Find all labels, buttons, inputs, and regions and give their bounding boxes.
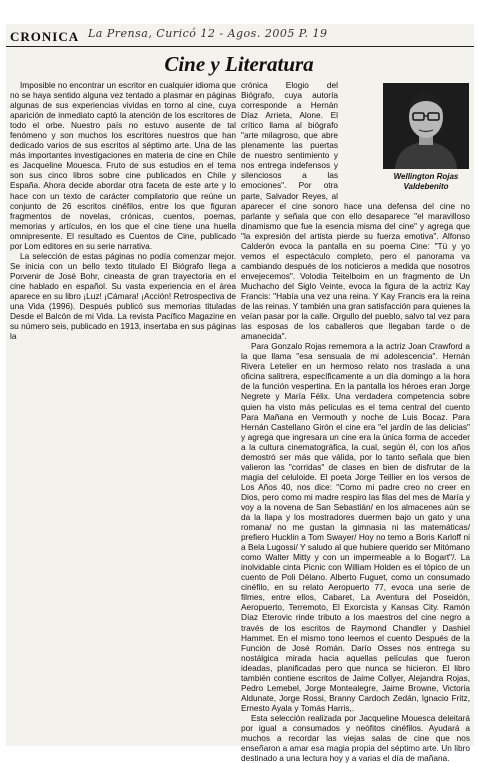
article-column-left bbox=[10, 80, 236, 341]
section-name: CRONICA bbox=[10, 29, 80, 44]
paragraph: Para Gonzalo Rojas rememora a la actriz Joan Crawford a la que llama "esa sensuala de mi adolescencia". Hernán Rivera Letelier en un hermoso relato nos traslada a una oficina salitrera, específicamente a un día domingo a la hora de la función vespertina. En la pantalla los héroes eran Jorge Negrete y María Félix. Una verdadera competencia sobre quien ha visto más películas es el tema central del cuento Para Mañana en Vermouth y noche de Luis Bocaz. Para Hernán Castellano Girón el cine era "el jardín de las delicias" y agrega que ingresara un cine era la única forma de acceder a la cultura cinematográfica, la cual, según él, con los años demostró ser más que válida, por lo tanto señala que bien valieron las "corridas" de clases en bien de disfrutar de la magia del celuloide. El poeta Jorge Teillier en los versos de Los Años 40, nos dice: "Como mi padre creo no creer en Dios, pero como mi madre respiro las filas del mes de María y voy a la novena de San Sebastián/ en los almacenes aún se da la llapa y los mostradores duermen bajo un gato y una romana/ no me gustan la gimnasia ni las matemáticas/ prefiero Hucklin a Tom Swayer/ Hoy no temo a Boris Karloff ni a Bela Lugossi/ Y saludo al que hubiere querido ser Mitómano como Walter Mitty y con un impermeable a lo Bogart"/. La inolvidable cinta Picnic con William Holden es el tópico de un cuento de Poli Délano. Alberto Fuguet, como un consumado cinéfilo, en su relato Aeropuerto 77, evoca una serie de filmes, entre ellos, Cabaret, La Aventura del Poseidón, Aeropuerto, Terremoto, El Exorcista y Kansas City. Ramón Díaz Eterovic rinde tributo a los maestros del cine negro a través de los escritos de Raymond Chandler y Dashiel Hammet. En el mismo tono leemos el cuento Después de la Función de José Román. Darío Osses nos entrega su nostálgica mirada hacia aquellas películas que fueron ideadas, planificadas pero que nunca se hicieron. El libro también contiene escritos de Jaime Collyer, Alejandra Rojas, Pedro Lemebel, Jorge Montealegre, Jaime Browne, Victoria Aldunate, Jorge Rossi, Branny Cardoch Zedán, Ignacio Fritz, Ernesto Ayala y Tomás Harris,. bbox=[241, 341, 470, 713]
paragraph: crónica Elogio del Biógrafo, cuya autoría corresponde a Hernán Díaz Arrieta, Alone. El crítico llama al biógrafo "arte milagroso, que abre plenamente las puertas de nuestro sentimiento y nos entrega indefensos y silenciosos a las emociones". Por otra parte, Salvador Reyes, al aparecer el cine sonoro hace una defensa del cine no parlante y señala que con ello desaparece "el maravilloso dinamismo que fue la esencia misma del cine" y agrega que "la expresión del artista pierde su fuerza emotiva". Alfonso Calderón evoca la pantalla en su poema Cine: "Tú y yo vemos el espectáculo completo, pero el panorama va cambiando después de los noticieros a medida que nosotros envejecemos". Volodia Teitelboim en un fragmento de Un Muchacho del Siglo Veinte, evoca la figura de la actriz Kay Francis: "Había una vez una reina. Y Kay Francis era la reina de las reinas. Y también una gran satisfacción para quienes la veían pasar por la calle. Orgullo del pueblo, salvo tal vez para las esposas de los caballeros que llegaban tarde o de amanecida". bbox=[241, 80, 470, 342]
article-title: Cine y Literatura bbox=[164, 52, 314, 76]
paragraph: Esta selección realizada por Jacqueline Mouesca deleitará por igual a consumados y neófitos cinéfilos. Ayudará a muchos a recordar las viejas salas de cine que nos enseñaron a amar esa magia propia del séptimo arte. Un libro destinado a una lectura hoy y a varias el día de mañana. bbox=[241, 712, 470, 763]
author-photo bbox=[383, 83, 469, 169]
photo-caption: Wellington Rojas Valdebenito bbox=[393, 172, 459, 191]
handwritten-note: La Prensa, Curicó 12 - Agos. 2005 P. 19 bbox=[88, 27, 328, 40]
paragraph: La selección de estas páginas no podía comenzar mejor. Se inicia con un bello texto titulado El Biógrafo llega a Porvenir de José Bohr, cineasta de gran trayectoria en el cine hablado en español. Su vasta experiencia en el área aparece en su libro ¡Luz! ¡Cámara! ¡Acción! Retrospectiva de una Vida (1996). Después publicó sus memorias tituladas Desde el Balcón de mi Vida. La revista Pacífico Magazine en su número seis, publicado en 1913, insertaba en sus páginas la bbox=[10, 250, 236, 342]
paragraph: Imposible no encontrar un escritor en cualquier idioma que no se haya sentido alguna vez tentado a plasmar en páginas algunas de sus experiencias vividas en torno al cine, cuya aparición de inmediato captó la atención de los escritores de todo el orbe. Nuestro país no estuvo ausente de tal fenómeno y son muchos los escritores nuestros que han dedicado varios de sus escritos al séptimo arte. Una de las más importantes investigaciones en materia de cine en Chile es Jacqueline Mouesca. Fruto de sus estudios en el tema son sus cinco libros sobre cine publicados en Chile y España. Ahora decide abordar otra faceta de este arte y lo hace con un texto de carácter compilatorio que reúne un conjunto de 26 escritos cinéfilos, entre los que figuran fragmentos de novelas, crónicas, cuentos, poemas, memorias y artículos, en los que el cine tiene una huella omnipresente. El resultado es Cuentos de Cine, publicado por Lom editores en su serie narrativa. bbox=[10, 80, 236, 251]
